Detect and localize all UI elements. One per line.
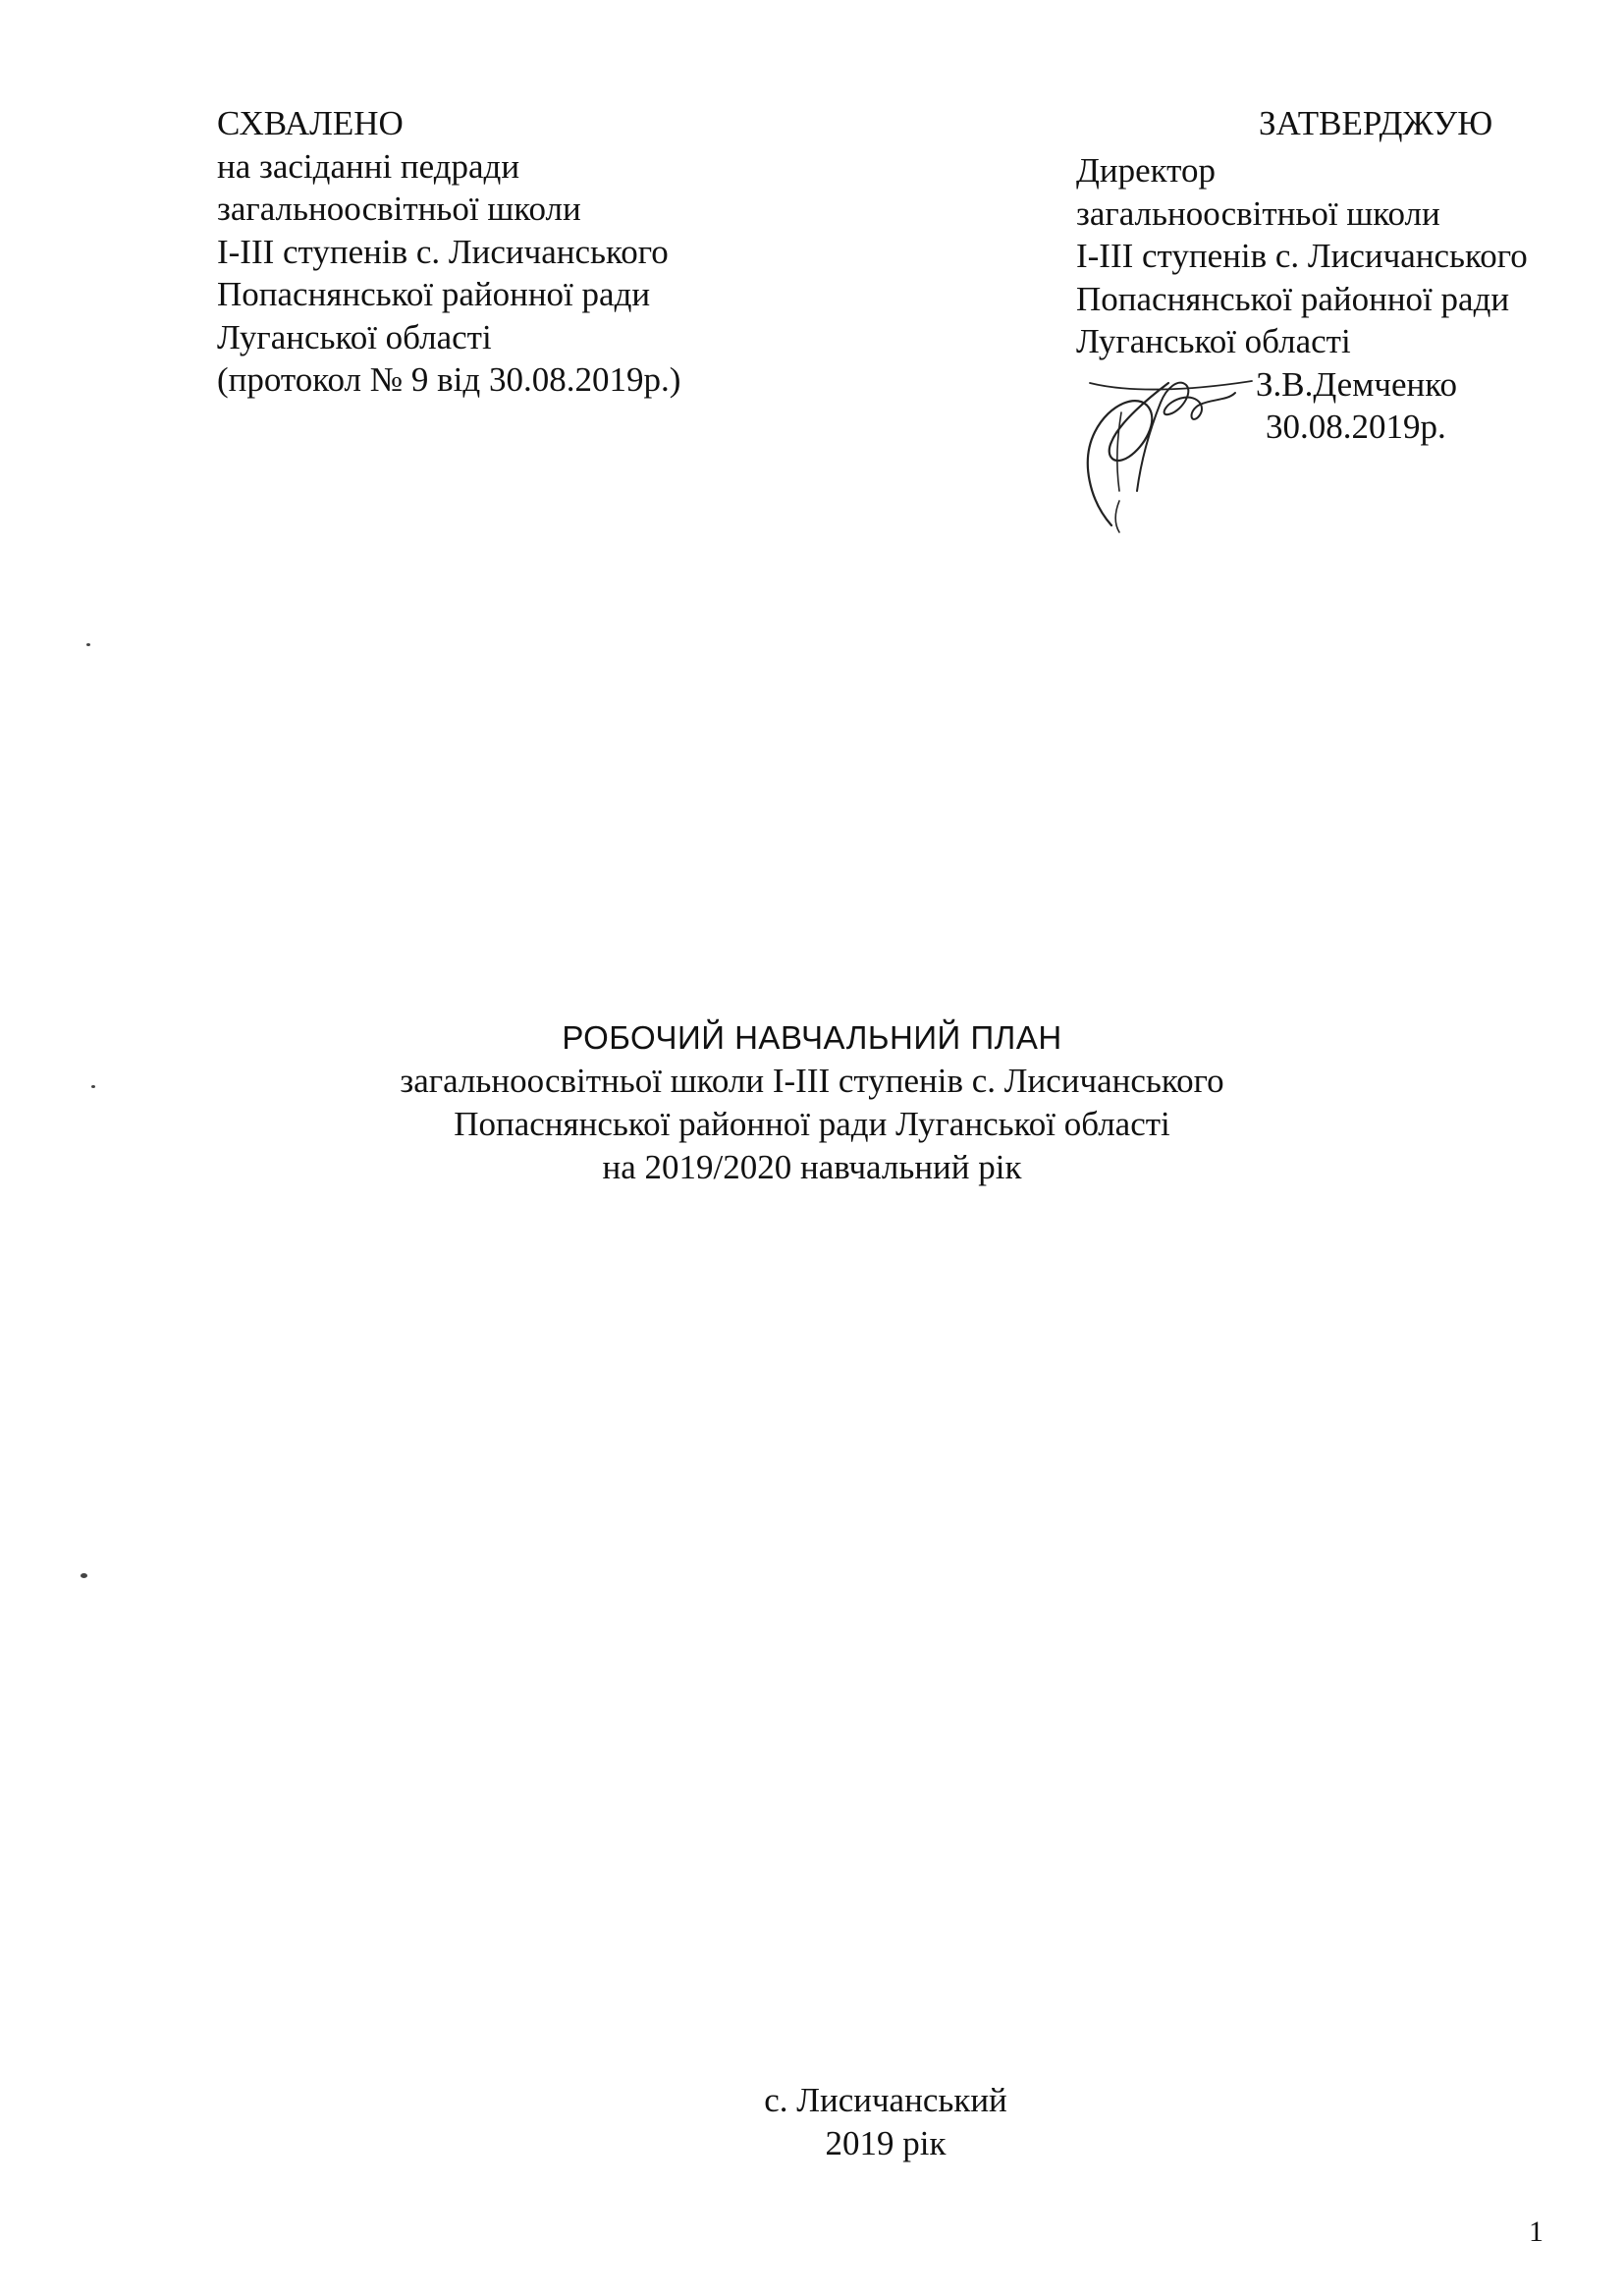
confirm-line: Луганської області <box>1076 322 1351 360</box>
place-name: с. Лисичанський <box>764 2081 1007 2119</box>
academic-year: на 2019/2020 навчальний рік <box>602 1148 1022 1186</box>
document-title-block <box>0 1016 1624 1189</box>
document-year: 2019 рік <box>825 2124 947 2162</box>
approval-heading: СХВАЛЕНО <box>217 104 404 142</box>
document-subtitle: Попаснянської районної ради Луганської області <box>454 1105 1170 1143</box>
place-year-block <box>0 2079 1624 2165</box>
approval-block <box>217 102 680 402</box>
confirm-line: загальноосвітньої школи <box>1076 193 1440 233</box>
approval-line: на засіданні педради <box>217 146 520 186</box>
approval-protocol: (протокол № 9 від 30.08.2019р.) <box>217 360 681 399</box>
document-subtitle: загальноосвітньої школи І-ІІІ ступенів с. Лисичанського <box>400 1062 1224 1100</box>
document-title: РОБОЧИЙ НАВЧАЛЬНИЙ ПЛАН <box>562 1019 1062 1056</box>
scan-speck <box>81 1573 87 1578</box>
approval-line: І-ІІІ ступенів с. Лисичанського <box>217 232 669 271</box>
approval-line: Попаснянської районної ради <box>217 275 651 313</box>
scan-speck <box>86 643 90 646</box>
confirm-position: Директор <box>1076 151 1217 190</box>
page-number: 1 <box>1529 2215 1543 2248</box>
confirm-block <box>1076 149 1528 449</box>
confirm-date: 30.08.2019р. <box>1266 408 1446 446</box>
confirm-line: І-ІІІ ступенів с. Лисичанського <box>1076 237 1528 275</box>
confirm-line: Попаснянської районної ради <box>1076 279 1510 318</box>
approval-line: Луганської області <box>217 317 492 356</box>
director-name: З.В.Демченко <box>1256 364 1457 404</box>
approval-line: загальноосвітньої школи <box>217 190 581 228</box>
confirm-heading: ЗАТВЕРДЖУЮ <box>1259 104 1493 142</box>
